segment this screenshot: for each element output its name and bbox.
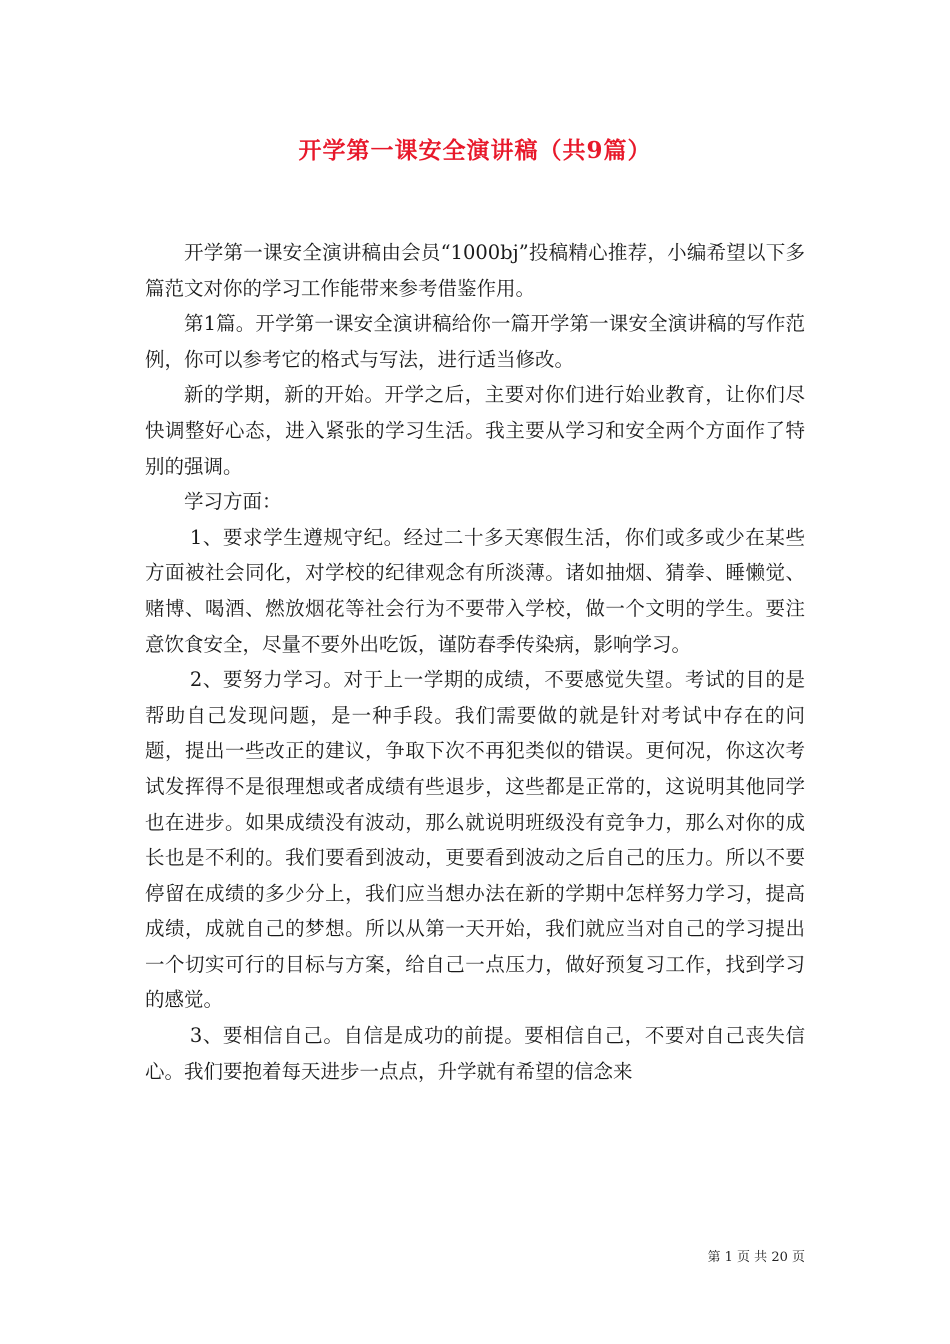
body-paragraph: 新的学期，新的开始。开学之后，主要对你们进行始业教育，让你们尽快调整好心态，进入紧张的学习生活。我主要从学习和安全两个方面作了特别的强调。 [145,383,805,478]
article-1-paragraph: 第1篇。开学第一课安全演讲稿给你一篇开学第一课安全演讲稿的写作范例，你可以参考它的格式与写法，进行适当修改。 [145,312,805,371]
document-body [145,235,805,1089]
list-item-3: 3、要相信自己。自信是成功的前提。要相信自己，不要对自己丧失信心。我们要抱着每天进步一点点，升学就有希望的信念来 [145,1024,805,1083]
page-number: 第 1 页 共 20 页 [707,1250,805,1265]
list-item-1: 1、要求学生遵规守纪。经过二十多天寒假生活，你们或多或少在某些方面被社会同化，对学校的纪律观念有所淡薄。诸如抽烟、猜拳、睡懒觉、赌博、喝酒、燃放烟花等社会行为不要带入学校，做一个文明的学生。要注意饮食安全，尽量不要外出吃饭，谨防春季传染病，影响学习。 [145,525,805,656]
page-title: 开学第一课安全演讲稿（共9篇） [298,137,652,164]
list-item-2: 2、要努力学习。对于上一学期的成绩，不要感觉失望。考试的目的是帮助自己发现问题，是一种手段。我们需要做的就是针对考试中存在的问题，提出一些改正的建议，争取下次不再犯类似的错误。更何况，你这次考试发挥得不是很理想或者成绩有些退步，这些都是正常的，这说明其他同学也在进步。如果成绩没有波动，那么就说明班级没有竞争力，那么对你的成长也是不利的。我们要看到波动，更要看到波动之后自己的压力。所以不要停留在成绩的多少分上，我们应当想办法在新的学期中怎样努力学习，提高成绩，成就自己的梦想。所以从第一天开始，我们就应当对自己的学习提出一个切实可行的目标与方案，给自己一点压力，做好预复习工作，找到学习的感觉。 [145,668,805,1012]
section-heading: 学习方面： [184,490,282,514]
intro-paragraph: 开学第一课安全演讲稿由会员“1000bj”投稿精心推荐，小编希望以下多篇范文对你的学习工作能带来参考借鉴作用。 [145,241,805,300]
